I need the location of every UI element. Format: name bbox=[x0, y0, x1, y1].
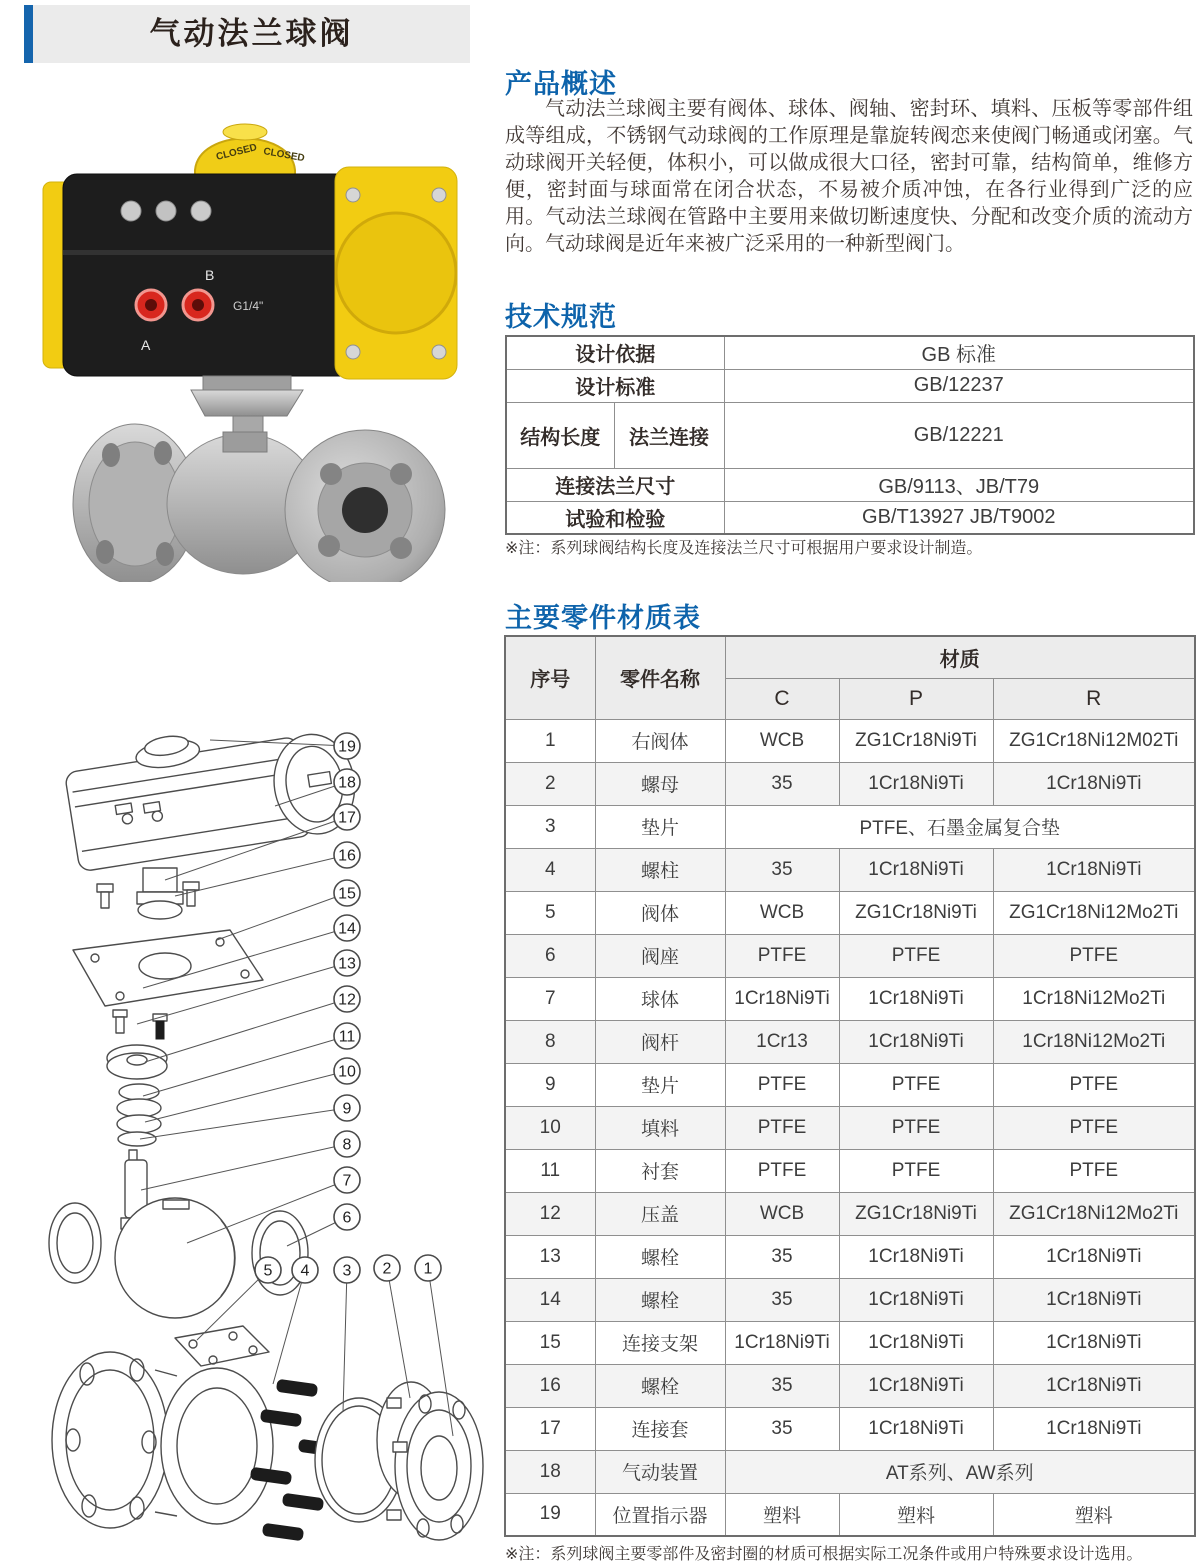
specs-table bbox=[505, 335, 1195, 535]
table-cell: 位置指示器 bbox=[595, 1493, 725, 1536]
table-cell: 1Cr18Ni9Ti bbox=[839, 762, 993, 805]
exploded-diagram-art bbox=[25, 698, 485, 1560]
overview-paragraph: 气动法兰球阀主要有阀体、球体、阀轴、密封环、填料、压板等零部件组成等组成，不锈钢气动球阀的工作原理是靠旋转阀恋来使阀门畅通或闭塞。气动球阀开关轻便，体积小，可以做成很大口径，密封可靠，结构简单，维修方便，密封面与球面常在闭合状态，不易被介质冲蚀，在各行业得到广泛的应用。气动法兰球阀在管路中主要用来做切断速度快、分配和改变介质的流动方向。气动球阀是近年来被广泛采用的一种新型阀门。 bbox=[505, 98, 1193, 255]
spec-label: 结构长度 bbox=[506, 402, 614, 468]
spec-label: 设计依据 bbox=[506, 336, 724, 369]
table-row bbox=[506, 468, 1194, 501]
product-photo-art bbox=[35, 112, 465, 582]
spec-value: GB/9113、JB/T79 bbox=[724, 468, 1194, 501]
callout-number: 5 bbox=[263, 1262, 273, 1280]
air-port-b bbox=[136, 290, 166, 320]
col-header-material: 材质 bbox=[725, 636, 1195, 678]
table-cell: 7 bbox=[505, 977, 595, 1020]
table-cell: 19 bbox=[505, 1493, 595, 1536]
callout-number: 13 bbox=[338, 955, 356, 973]
overview-heading: 产品概述 bbox=[505, 69, 617, 99]
spec-label: 连接法兰尺寸 bbox=[506, 468, 724, 501]
mounting-bracket bbox=[191, 376, 303, 432]
table-row bbox=[505, 848, 1195, 891]
table-cell: 1Cr18Ni9Ti bbox=[725, 977, 839, 1020]
table-cell: 18 bbox=[505, 1450, 595, 1493]
table-cell: 13 bbox=[505, 1235, 595, 1278]
table-row bbox=[505, 1235, 1195, 1278]
table-cell: 垫片 bbox=[595, 1063, 725, 1106]
table-cell: PTFE bbox=[725, 1149, 839, 1192]
table-cell: 17 bbox=[505, 1407, 595, 1450]
callout-number: 18 bbox=[338, 774, 356, 792]
table-cell: ZG1Cr18Ni9Ti bbox=[839, 891, 993, 934]
table-cell: 1Cr18Ni9Ti bbox=[839, 1321, 993, 1364]
table-cell: AT系列、AW系列 bbox=[725, 1450, 1195, 1493]
table-row bbox=[505, 934, 1195, 977]
table-cell: 4 bbox=[505, 848, 595, 891]
table-cell: 12 bbox=[505, 1192, 595, 1235]
indicator-label-2: CLOSED bbox=[262, 146, 306, 165]
table-cell: 连接支架 bbox=[595, 1321, 725, 1364]
thread-label: G1/4" bbox=[233, 299, 264, 313]
diagram-gland-flange bbox=[107, 1045, 167, 1079]
table-cell: ZG1Cr18Ni9Ti bbox=[839, 1192, 993, 1235]
spec-label: 设计标准 bbox=[506, 369, 724, 402]
specs-note: ※注：系列球阀结构长度及连接法兰尺寸可根据用户要求设计制造。 bbox=[505, 540, 983, 557]
table-row bbox=[505, 1321, 1195, 1364]
table-cell: 螺柱 bbox=[595, 848, 725, 891]
table-cell: 5 bbox=[505, 891, 595, 934]
table-cell: 塑料 bbox=[839, 1493, 993, 1536]
table-cell: 衬套 bbox=[595, 1149, 725, 1192]
table-cell: 9 bbox=[505, 1063, 595, 1106]
table-cell: 螺栓 bbox=[595, 1278, 725, 1321]
table-row bbox=[505, 1063, 1195, 1106]
table-cell: 2 bbox=[505, 762, 595, 805]
table-row bbox=[506, 501, 1194, 534]
table-cell: ZG1Cr18Ni12Mo2Ti bbox=[993, 891, 1195, 934]
callout-number: 9 bbox=[342, 1100, 352, 1118]
table-row bbox=[505, 1493, 1195, 1536]
callout-number: 19 bbox=[338, 738, 356, 756]
table-cell: 14 bbox=[505, 1278, 595, 1321]
table-cell: 35 bbox=[725, 1235, 839, 1278]
table-row bbox=[505, 1278, 1195, 1321]
table-cell: 15 bbox=[505, 1321, 595, 1364]
table-cell: 1Cr18Ni9Ti bbox=[993, 1321, 1195, 1364]
port-a-label: A bbox=[141, 337, 151, 353]
table-cell: 阀座 bbox=[595, 934, 725, 977]
table-cell: 气动装置 bbox=[595, 1450, 725, 1493]
table-row bbox=[505, 1407, 1195, 1450]
table-row bbox=[505, 891, 1195, 934]
table-row bbox=[505, 719, 1195, 762]
table-cell: 3 bbox=[505, 805, 595, 848]
table-cell: 1 bbox=[505, 719, 595, 762]
table-cell: 阀杆 bbox=[595, 1020, 725, 1063]
table-cell: ZG1Cr18Ni12Mo2Ti bbox=[993, 1192, 1195, 1235]
port-b-label: B bbox=[205, 267, 215, 283]
callout-number: 14 bbox=[338, 920, 356, 938]
table-cell: PTFE bbox=[725, 1106, 839, 1149]
table-cell: 1Cr18Ni12Mo2Ti bbox=[993, 977, 1195, 1020]
table-cell: PTFE bbox=[839, 1149, 993, 1192]
diagram-actuator bbox=[61, 709, 361, 872]
table-cell: 35 bbox=[725, 1407, 839, 1450]
table-cell: 右阀体 bbox=[595, 719, 725, 762]
table-row bbox=[506, 336, 1194, 369]
callout-number: 10 bbox=[338, 1063, 356, 1081]
spec-label: 试验和检验 bbox=[506, 501, 724, 534]
table-cell: 塑料 bbox=[993, 1493, 1195, 1536]
table-cell: 塑料 bbox=[725, 1493, 839, 1536]
callout-number: 12 bbox=[338, 991, 356, 1009]
table-header-row bbox=[505, 636, 1195, 678]
callout-number: 1 bbox=[423, 1260, 433, 1278]
table-row bbox=[505, 1020, 1195, 1063]
table-cell: PTFE bbox=[725, 934, 839, 977]
actuator-top-bolts bbox=[121, 201, 211, 221]
diagram-bolt bbox=[97, 884, 113, 908]
diagram-seat-left bbox=[49, 1203, 101, 1283]
table-cell: 35 bbox=[725, 1364, 839, 1407]
spec-value: GB/12237 bbox=[724, 369, 1194, 402]
table-cell: 1Cr18Ni12Mo2Ti bbox=[993, 1020, 1195, 1063]
table-cell: 填料 bbox=[595, 1106, 725, 1149]
title-accent-bar bbox=[24, 5, 33, 63]
table-cell: 螺栓 bbox=[595, 1364, 725, 1407]
callout-number: 15 bbox=[338, 885, 356, 903]
materials-note: ※注：系列球阀主要零部件及密封圈的材质可根据实际工况条件或用户特殊要求设计选用。 bbox=[505, 1546, 1143, 1563]
table-row bbox=[505, 1364, 1195, 1407]
table-row bbox=[506, 402, 1194, 468]
table-cell: 阀体 bbox=[595, 891, 725, 934]
table-cell: 16 bbox=[505, 1364, 595, 1407]
spec-label: 法兰连接 bbox=[614, 402, 724, 468]
callout-number: 16 bbox=[338, 847, 356, 865]
table-cell: PTFE bbox=[839, 1106, 993, 1149]
table-row bbox=[505, 977, 1195, 1020]
callout-number: 11 bbox=[338, 1028, 356, 1046]
table-cell: ZG1Cr18Ni9Ti bbox=[839, 719, 993, 762]
table-cell: 1Cr18Ni9Ti bbox=[993, 1364, 1195, 1407]
exploded-diagram bbox=[25, 698, 485, 1560]
table-cell: 1Cr18Ni9Ti bbox=[993, 762, 1195, 805]
table-cell: WCB bbox=[725, 719, 839, 762]
spec-value: GB 标准 bbox=[724, 336, 1194, 369]
callout-number: 7 bbox=[342, 1172, 352, 1190]
table-cell: ZG1Cr18Ni12M02Ti bbox=[993, 719, 1195, 762]
callout-number: 2 bbox=[382, 1260, 392, 1278]
diagram-bracket bbox=[73, 930, 263, 1039]
table-row bbox=[505, 762, 1195, 805]
air-port-a bbox=[183, 290, 213, 320]
table-cell: 垫片 bbox=[595, 805, 725, 848]
table-cell: 压盖 bbox=[595, 1192, 725, 1235]
table-cell: 8 bbox=[505, 1020, 595, 1063]
table-cell: 1Cr18Ni9Ti bbox=[839, 1407, 993, 1450]
table-cell: 1Cr18Ni9Ti bbox=[993, 848, 1195, 891]
table-cell: 1Cr18Ni9Ti bbox=[839, 1020, 993, 1063]
table-cell: PTFE bbox=[725, 1063, 839, 1106]
table-row bbox=[506, 369, 1194, 402]
materials-table bbox=[504, 635, 1196, 1537]
product-photo bbox=[35, 112, 465, 582]
col-header-p: P bbox=[839, 678, 993, 719]
table-cell: 1Cr13 bbox=[725, 1020, 839, 1063]
table-cell: 35 bbox=[725, 762, 839, 805]
table-cell: 1Cr18Ni9Ti bbox=[725, 1321, 839, 1364]
closed-indicator-dome bbox=[195, 124, 305, 178]
table-cell: PTFE、石墨金属复合垫 bbox=[725, 805, 1195, 848]
col-header-name: 零件名称 bbox=[595, 636, 725, 719]
table-cell: PTFE bbox=[993, 1149, 1195, 1192]
table-row bbox=[505, 1106, 1195, 1149]
table-cell: 1Cr18Ni9Ti bbox=[839, 977, 993, 1020]
table-row bbox=[505, 805, 1195, 848]
callout-number: 3 bbox=[342, 1262, 352, 1280]
table-cell: 35 bbox=[725, 1278, 839, 1321]
materials-heading: 主要零件材质表 bbox=[505, 603, 701, 633]
table-cell: WCB bbox=[725, 1192, 839, 1235]
col-header-no: 序号 bbox=[505, 636, 595, 719]
table-cell: 连接套 bbox=[595, 1407, 725, 1450]
diagram-valve-body bbox=[52, 1326, 273, 1528]
table-cell: PTFE bbox=[993, 934, 1195, 977]
diagram-right-body bbox=[377, 1382, 483, 1540]
spec-value: GB/12221 bbox=[724, 402, 1194, 468]
table-cell: 10 bbox=[505, 1106, 595, 1149]
col-header-c: C bbox=[725, 678, 839, 719]
table-row bbox=[505, 1192, 1195, 1235]
specs-heading: 技术规范 bbox=[505, 302, 617, 332]
table-row bbox=[505, 1149, 1195, 1192]
table-cell: 11 bbox=[505, 1149, 595, 1192]
spec-value: GB/T13927 JB/T9002 bbox=[724, 501, 1194, 534]
col-header-r: R bbox=[993, 678, 1195, 719]
table-cell: WCB bbox=[725, 891, 839, 934]
table-cell: 1Cr18Ni9Ti bbox=[993, 1407, 1195, 1450]
table-cell: PTFE bbox=[993, 1106, 1195, 1149]
table-cell: 6 bbox=[505, 934, 595, 977]
table-cell: 球体 bbox=[595, 977, 725, 1020]
diagram-bolt bbox=[113, 1010, 127, 1033]
table-cell: 1Cr18Ni9Ti bbox=[993, 1235, 1195, 1278]
table-cell: 1Cr18Ni9Ti bbox=[993, 1278, 1195, 1321]
callout-number: 4 bbox=[300, 1262, 310, 1280]
table-cell: 1Cr18Ni9Ti bbox=[839, 848, 993, 891]
table-cell: 螺母 bbox=[595, 762, 725, 805]
callout-number: 17 bbox=[338, 809, 356, 827]
ball-valve-body bbox=[73, 424, 445, 582]
pneumatic-actuator bbox=[43, 167, 457, 379]
diagram-ball bbox=[115, 1198, 235, 1318]
table-cell: 1Cr18Ni9Ti bbox=[839, 1278, 993, 1321]
callout-number: 6 bbox=[342, 1209, 352, 1227]
table-cell: 35 bbox=[725, 848, 839, 891]
table-cell: PTFE bbox=[839, 1063, 993, 1106]
page-title: 气动法兰球阀 bbox=[33, 5, 470, 63]
table-cell: PTFE bbox=[993, 1063, 1195, 1106]
table-cell: PTFE bbox=[839, 934, 993, 977]
table-cell: 1Cr18Ni9Ti bbox=[839, 1235, 993, 1278]
table-row bbox=[505, 1450, 1195, 1493]
indicator-label: CLOSED bbox=[215, 142, 259, 163]
callout-number: 8 bbox=[342, 1136, 352, 1154]
table-cell: 螺栓 bbox=[595, 1235, 725, 1278]
table-cell: 1Cr18Ni9Ti bbox=[839, 1364, 993, 1407]
